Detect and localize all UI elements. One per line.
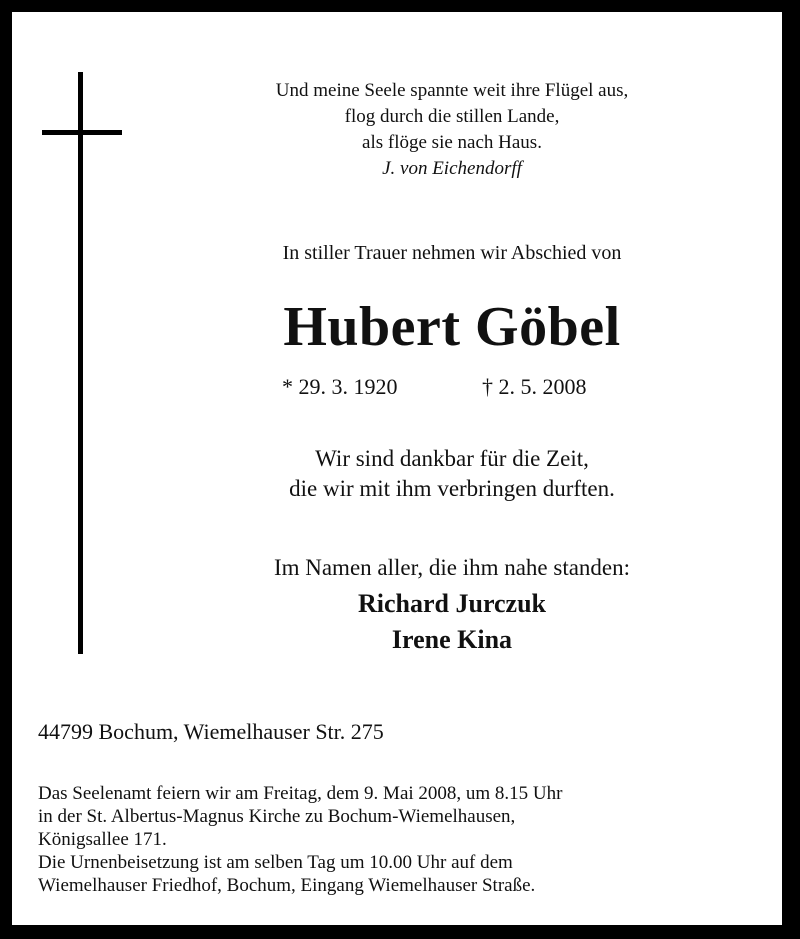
poem [187, 78, 717, 182]
service-line: Wiemelhauser Friedhof, Bochum, Eingang Wiemelhauser Straße. [38, 875, 536, 896]
death-date: † 2. 5. 2008 [482, 374, 587, 399]
service-line: Das Seelenamt feiern wir am Freitag, dem 9. Mai 2008, um 8.15 Uhr [38, 783, 563, 804]
mourner-name: Irene Kina [391, 625, 513, 654]
service-information [38, 782, 758, 897]
gratitude-line: die wir mit ihm verbringen durften. [289, 476, 615, 501]
address: 44799 Bochum, Wiemelhauser Str. 275 [38, 719, 384, 744]
service-line: in der St. Albertus-Magnus Kirche zu Bochum-Wiemelhausen, [38, 806, 516, 827]
mourners-intro: Im Namen aller, die ihm nahe standen: [273, 555, 631, 580]
cross-icon [78, 72, 83, 654]
mourner-name: Richard Jurczuk [357, 589, 547, 618]
service-line: Königsallee 171. [38, 829, 167, 850]
gratitude-text [152, 444, 752, 504]
poem-line: Und meine Seele spannte weit ihre Flügel aus, [275, 80, 629, 101]
poem-author: J. von Eichendorff [382, 158, 522, 179]
deceased-name: Hubert Göbel [283, 296, 621, 358]
cross-icon-crossbar [42, 130, 122, 135]
farewell-intro: In stiller Trauer nehmen wir Abschied von [282, 242, 622, 264]
poem-line: als flöge sie nach Haus. [362, 132, 542, 153]
gratitude-line: Wir sind dankbar für die Zeit, [315, 446, 589, 471]
birth-date: * 29. 3. 1920 [282, 374, 398, 399]
poem-line: flog durch die stillen Lande, [344, 106, 560, 127]
service-line: Die Urnenbeisetzung ist am selben Tag um 10.00 Uhr auf dem [38, 852, 513, 873]
